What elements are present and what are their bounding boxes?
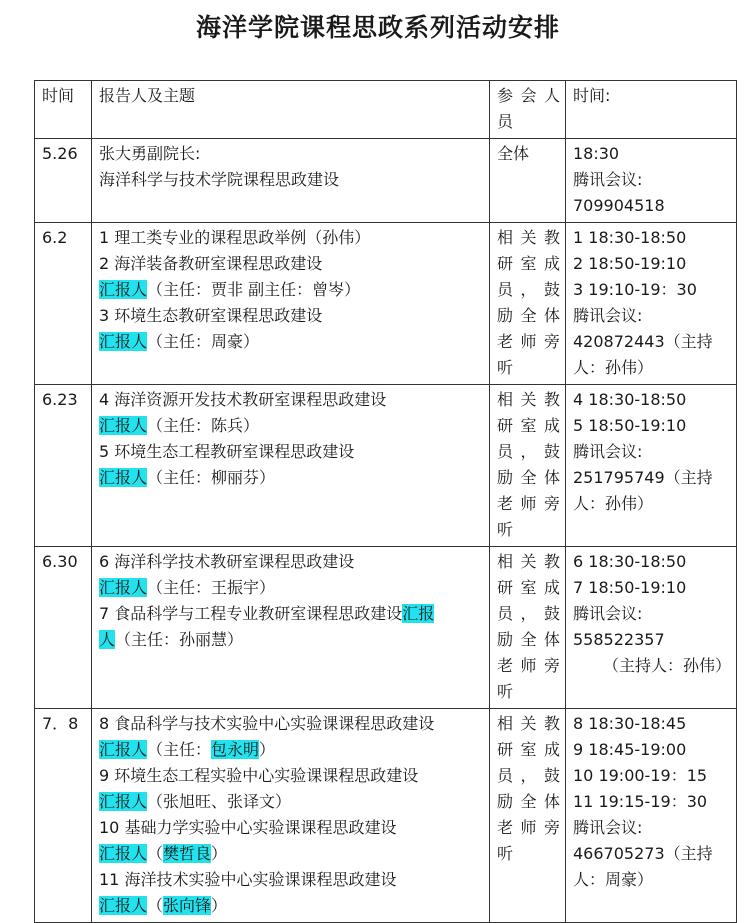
reporter-highlight: 汇报人 [99, 468, 148, 487]
row-schedule [566, 547, 737, 709]
schedule-line: 腾讯会议: [573, 306, 643, 325]
topic-text: 7 食品科学与工程专业教研室课程思政建设 [99, 604, 403, 623]
topic-line: 6 海洋科学技术教研室课程思政建设 [99, 552, 355, 571]
schedule-line: 1 18:30-18:50 [573, 228, 687, 247]
topic-line [99, 277, 484, 303]
row-topics [92, 709, 490, 923]
table-header-row [35, 81, 737, 139]
reporter-name-highlight: 包永明 [211, 740, 260, 759]
schedule-line: 4 18:30-18:50 [573, 390, 687, 409]
header-time: 时间 [35, 81, 92, 139]
reporter-suffix: ） [211, 896, 228, 915]
reporter-highlight: 汇报人 [99, 792, 148, 811]
reporter-prefix: （ [147, 896, 164, 915]
reporter-highlight: 人 [99, 630, 116, 649]
row-schedule [566, 709, 737, 923]
topic-line [99, 737, 484, 763]
topic-line: 4 海洋资源开发技术教研室课程思政建设 [99, 390, 387, 409]
row-participants: 相关教研室成员，鼓励全体老师旁听 [490, 385, 566, 547]
schedule-line: 18:30 [573, 144, 620, 163]
schedule-line: 9 18:45-19:00 [573, 740, 687, 759]
topic-line: 3 环境生态教研室课程思政建设 [99, 306, 323, 325]
reporter-highlight: 汇报人 [99, 416, 148, 435]
schedule-line: 3 19:10-19：30 [573, 280, 697, 299]
reporter-highlight: 汇报人 [99, 280, 148, 299]
reporter-names: （张旭旺、张译文） [147, 792, 292, 811]
schedule-line: 腾讯会议: [573, 604, 643, 623]
reporter-name-highlight: 张向锋 [163, 896, 212, 915]
row-date: 7．8 [35, 709, 92, 923]
topic-line: 10 基础力学实验中心实验课课程思政建设 [99, 818, 397, 837]
reporter-highlight: 汇报 [402, 604, 435, 623]
reporter-names: （主任：孙丽慧） [115, 630, 244, 649]
table-row [35, 139, 737, 223]
reporter-names: （主任：贾非 副主任：曾岑） [147, 280, 361, 299]
row-topics [92, 223, 490, 385]
row-schedule [566, 139, 737, 223]
row-topics [92, 385, 490, 547]
row-topics [92, 139, 490, 223]
reporter-suffix: ） [211, 844, 228, 863]
row-date: 6.23 [35, 385, 92, 547]
reporter-highlight: 汇报人 [99, 896, 148, 915]
topic-line [99, 575, 484, 601]
reporter-highlight: 汇报人 [99, 578, 148, 597]
schedule-line: 6 18:30-18:50 [573, 552, 687, 571]
schedule-table [34, 80, 737, 923]
header-time2: 时间: [566, 81, 737, 139]
reporter-name-highlight: 樊哲良 [163, 844, 212, 863]
schedule-line: 558522357 [573, 630, 665, 649]
row-participants: 全体 [490, 139, 566, 223]
schedule-line: 10 19:00-19：15 [573, 766, 708, 785]
page-title: 海洋学院课程思政系列活动安排 [195, 13, 560, 42]
topic-line [99, 893, 484, 919]
row-participants: 相关教研室成员，鼓励全体老师旁听 [490, 709, 566, 923]
topic-line: 1 理工类专业的课程思政举例（孙伟） [99, 228, 371, 247]
topic-line: 2 海洋装备教研室课程思政建设 [99, 254, 323, 273]
topic-line: 11 海洋技术实验中心实验课课程思政建设 [99, 870, 397, 889]
reporter-prefix: （ [147, 844, 164, 863]
row-schedule [566, 385, 737, 547]
reporter-suffix: ） [259, 740, 276, 759]
topic-line: 9 环境生态工程实验中心实验课课程思政建设 [99, 766, 419, 785]
schedule-line: 709904518 [573, 196, 665, 215]
topic-line [99, 601, 484, 627]
row-participants: 相关教研室成员，鼓励全体老师旁听 [490, 223, 566, 385]
schedule-line: 466705273（主持人：周豪） [573, 844, 713, 889]
row-participants: 相关教研室成员，鼓励全体老师旁听 [490, 547, 566, 709]
table-row [35, 709, 737, 923]
topic-line [99, 329, 484, 355]
topic-line [99, 789, 484, 815]
reporter-names: （主任：陈兵） [147, 416, 260, 435]
schedule-line: 腾讯会议: [573, 170, 643, 189]
schedule-line: 5 18:50-19:10 [573, 416, 687, 435]
topic-line [99, 841, 484, 867]
reporter-prefix: （主任： [147, 740, 212, 759]
topic-line [99, 413, 484, 439]
row-topics [92, 547, 490, 709]
table-row [35, 385, 737, 547]
reporter-names: （主任：柳丽芬） [147, 468, 276, 487]
header-speaker: 报告人及主题 [92, 81, 490, 139]
header-participants: 参会人员 [490, 81, 566, 139]
schedule-line: 420872443（主持人：孙伟） [573, 332, 713, 377]
reporter-names: （主任：王振宇） [147, 578, 276, 597]
topic-line: 张大勇副院长: [99, 144, 201, 163]
topic-line: 海洋科学与技术学院课程思政建设 [99, 170, 340, 189]
row-schedule [566, 223, 737, 385]
schedule-line: 251795749（主持人：孙伟） [573, 468, 713, 513]
reporter-highlight: 汇报人 [99, 844, 148, 863]
schedule-line: 11 19:15-19：30 [573, 792, 708, 811]
reporter-highlight: 汇报人 [99, 332, 148, 351]
schedule-line: （主持人：孙伟） [602, 656, 731, 675]
topic-line: 8 食品科学与技术实验中心实验课课程思政建设 [99, 714, 435, 733]
schedule-line: 8 18:30-18:45 [573, 714, 687, 733]
schedule-line: 2 18:50-19:10 [573, 254, 687, 273]
table-row [35, 223, 737, 385]
row-date: 6.2 [35, 223, 92, 385]
reporter-names: （主任：周豪） [147, 332, 260, 351]
topic-line: 5 环境生态工程教研室课程思政建设 [99, 442, 355, 461]
topic-line [99, 627, 484, 653]
reporter-highlight: 汇报人 [99, 740, 148, 759]
topic-line [99, 465, 484, 491]
row-date: 6.30 [35, 547, 92, 709]
schedule-line: 7 18:50-19:10 [573, 578, 687, 597]
row-date: 5.26 [35, 139, 92, 223]
schedule-line: 腾讯会议: [573, 818, 643, 837]
schedule-line: 腾讯会议: [573, 442, 643, 461]
table-row [35, 547, 737, 709]
